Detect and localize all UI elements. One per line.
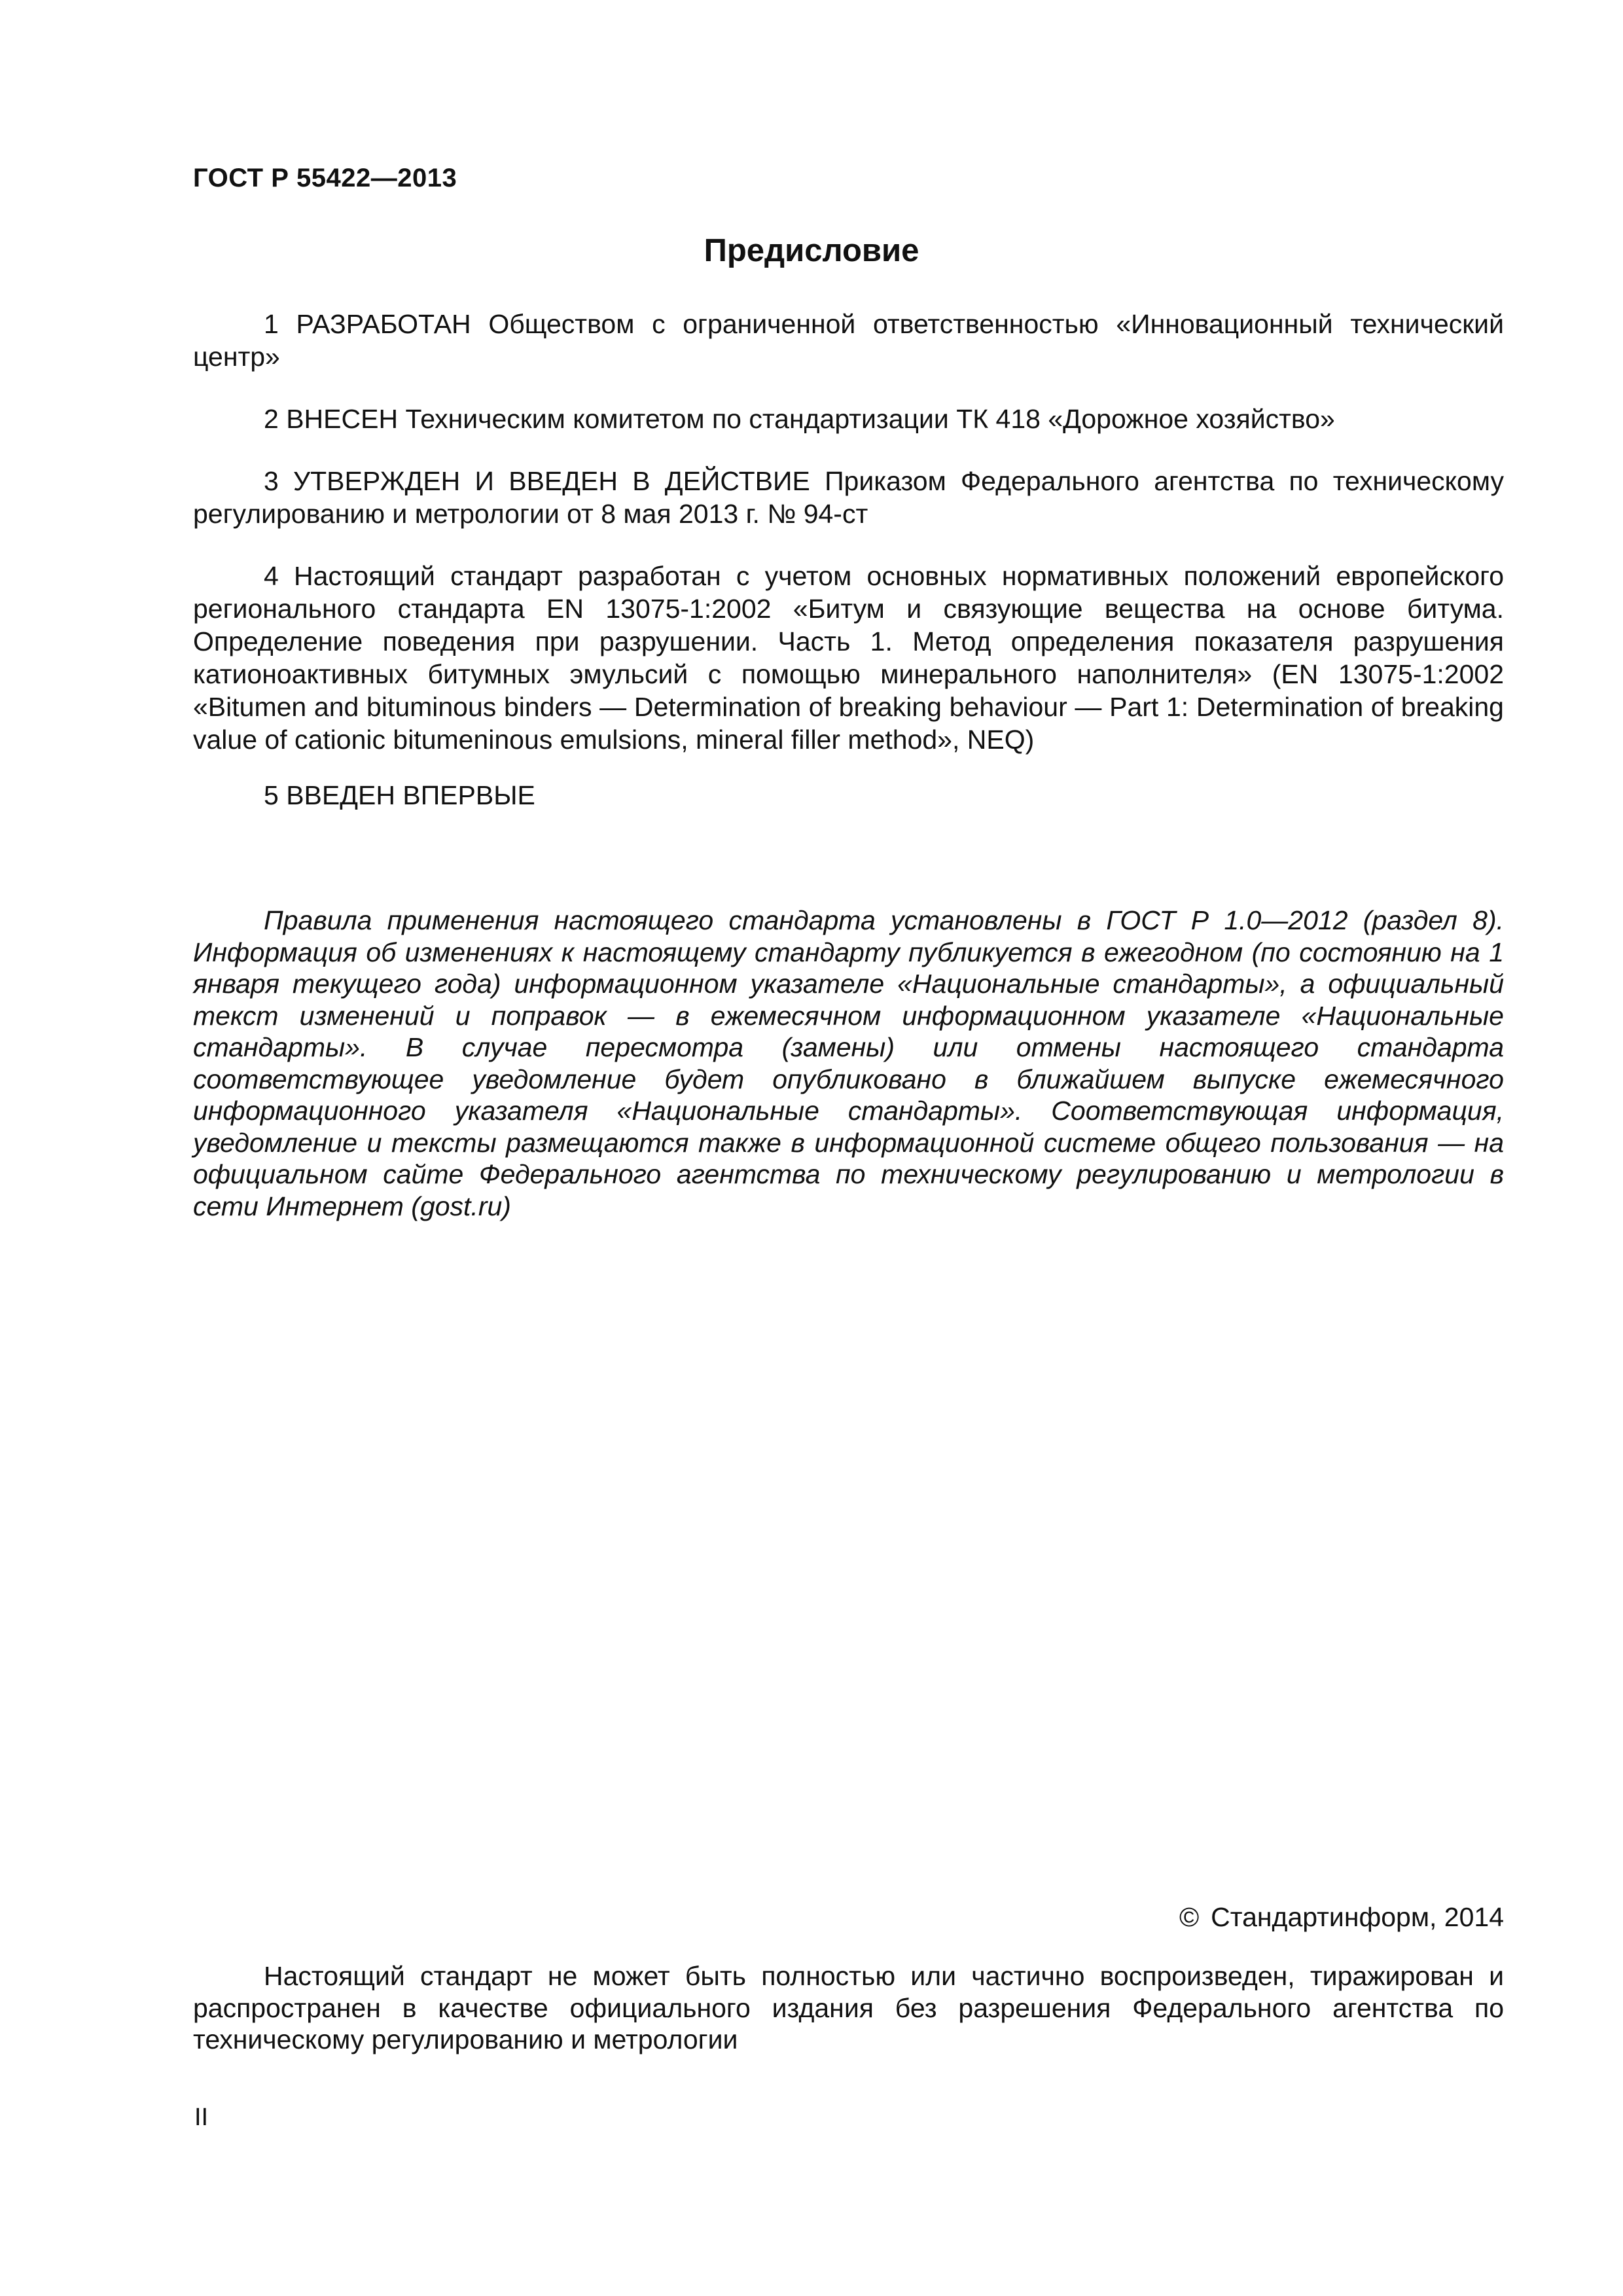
document-code: ГОСТ Р 55422—2013 xyxy=(193,164,457,192)
preface-item-2: 2 ВНЕСЕН Техническим комитетом по стандартизации ТК 418 «Дорожное хозяйство» xyxy=(264,404,1335,434)
page-number: II xyxy=(194,2104,209,2131)
preface-item-4: 4 Настоящий стандарт разработан с учетом основных нормативных положений европейского регионального стандарта EN 13075-1:2002 «Битум и связующие вещества на основе битума. Определение поведения при разрушении. Часть 1. Метод определения показателя разрушения катионоактивных битумных эмульсий с помощью минерального наполнителя» (EN 13075-1:2002 «Bitumen and bituminous binders — Determination of breaking behaviour — Part 1: Determination of breaking value of cationic bitumeninous emulsions, mineral filler method», NEQ) xyxy=(193,561,1504,755)
rules-note: Правила применения настоящего стандарта установлены в ГОСТ Р 1.0—2012 (раздел 8). Информация об изменениях к настоящему стандарту публикуется в ежегодном (по состоянию на 1 января текущего года) информационном указателе «Национальные стандарты», а официальный текст изменений и поправок — в ежемесячном информационном указателе «Национальные стандарты». В случае пересмотра (замены) или отмены настоящего стандарта соответствующее уведомление будет опубликовано в ближайшем выпуске ежемесячного информационного указателя «Национальные стандарты». Соответствующая информация, уведомление и тексты размещаются также в информационной системе общего пользования — на официальном сайте Федерального агентства по техническому регулированию и метрологии в сети Интернет (gost.ru) xyxy=(193,905,1504,1221)
preface-item-1: 1 РАЗРАБОТАН Обществом с ограниченной ответственностью «Инновационный технический центр» xyxy=(193,309,1504,372)
preface-item-3: 3 УТВЕРЖДЕН И ВВЕДЕН В ДЕЙСТВИЕ Приказом Федерального агентства по техническому регулированию и метрологии от 8 мая 2013 г. № 94-ст xyxy=(193,466,1504,529)
preface-item-5: 5 ВВЕДЕН ВПЕРВЫЕ xyxy=(264,780,535,810)
page-title: Предисловие xyxy=(704,233,919,268)
copyright-text: Стандартинформ, 2014 xyxy=(1211,1902,1504,1932)
reproduction-notice: Настоящий стандарт не может быть полностью или частично воспроизведен, тиражирован и распространен в качестве официального издания без разрешения Федерального агентства по техническому регулированию и метрологии xyxy=(193,1961,1504,2054)
copyright-line xyxy=(1179,1902,1504,1933)
copyright-icon: © xyxy=(1179,1902,1200,1932)
